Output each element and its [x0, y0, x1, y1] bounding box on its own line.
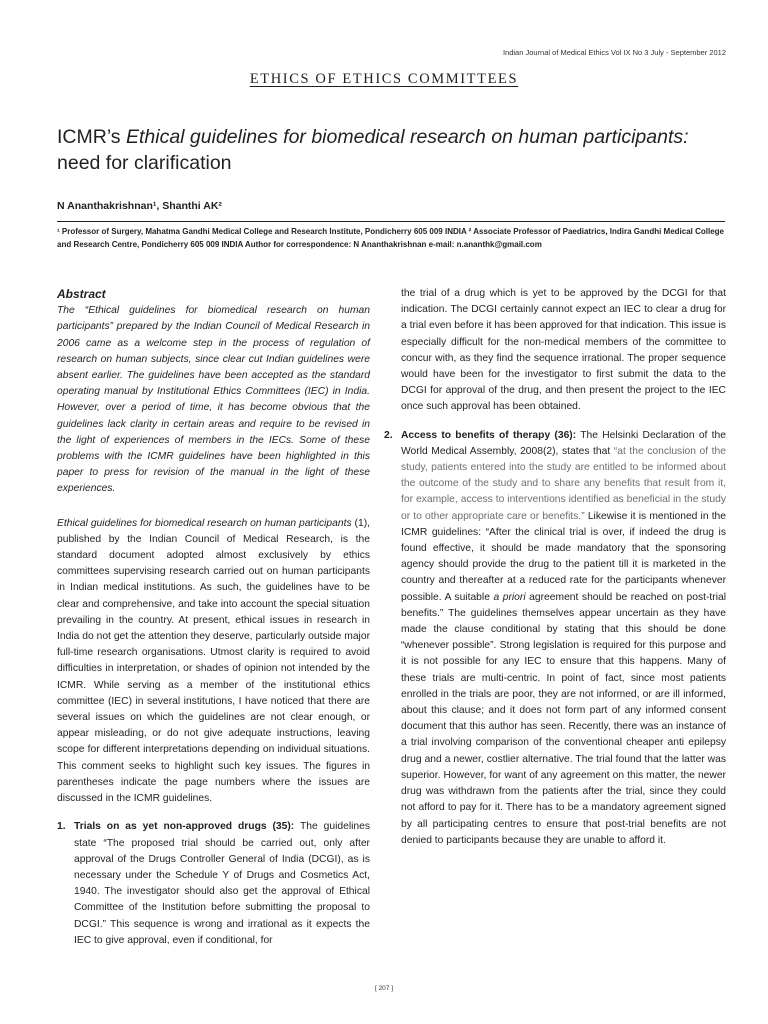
- item1-text: The guidelines state “The proposed trial should be carried out, only after approval of the Drugs Controller General of India (DCGI), as is necessary under the Schedule Y of Drugs and Cosmetics Act, 1940. The investigator should also get the approval of Ethical Committee of the Institution before submitting the proposal to DCGI.” This sequence is wrong and irrational as it expects the IEC to give approval, even if conditional, for: [74, 821, 370, 946]
- item1-continued: the trial of a drug which is yet to be approved by the DCGI for that indication. The DCGI certainly cannot expect an IEC to clear a drug for a trial even before it has been approved for that indication. This issue is especially difficult for the non-medical members of the committee to concur with, as they find the sequence irrational. The proper sequence would have been for the investigator to first submit the data to the DCGI for approval of the drug, and then present the project to the IEC once such approval has been obtained.: [401, 288, 726, 413]
- spacer: [384, 416, 726, 428]
- section-heading: [0, 71, 768, 88]
- authors: N Ananthakrishnan¹, Shanthi AK²: [57, 200, 222, 212]
- item2-italic: a priori: [493, 591, 526, 603]
- header-divider: [57, 221, 725, 222]
- title-part2: need for clarification: [57, 152, 232, 174]
- left-column: [57, 286, 370, 949]
- page-number: [ 207 ]: [374, 985, 394, 992]
- intro-paragraph: [57, 516, 370, 808]
- abstract-heading: Abstract: [57, 287, 106, 301]
- abstract-text: The “Ethical guidelines for biomedical research on human participants” prepared by the Indian Council of Medical Research in 2006 came as a welcome step in the process of regulation of research on human subjects, since clear cut Indian guidelines were absent earlier. The guidelines have been accepted as the standard operating manual by Institutional Ethics Committees (IEC) in India. However, over a period of time, it has become obvious that the guidelines lack clarity in certain areas and require to be revised in the light of experiences of members in the IECs. Some of these problems with the ICMR guidelines have been highlighted in this paper to press for revision of the manual in the light of these experiences.: [57, 305, 370, 495]
- section-heading-text: ETHICS OF ETHICS COMMITTEES: [249, 71, 519, 87]
- item2-text-a: The Helsinki Declaration of the World Medical Assembly, 2008(2), states that: [401, 429, 726, 457]
- list-item-2: [384, 428, 726, 849]
- item2-text-b: Likewise it is mentioned in the ICMR guidelines: “After the clinical trial is over, if indeed the drug is found effective, it should be made mandatory that the sponsoring agency should provide the drug to the patient till it is marketed in the country and thereafter at a reduced rate for the participants whenever possible. A suitable: [401, 510, 727, 603]
- list-number-2: 2.: [384, 429, 393, 441]
- affiliations: ¹ Professor of Surgery, Mahatma Gandhi Medical College and Research Institute, Pondicherry 605 009 INDIA ² Associate Professor of Paediatrics, Indira Gandhi Medical College and Research Centre, Pondicherry 605 009 INDIA Author for correspondence: N Ananthakrishnan e-mail: n.ananthk@gmail.com: [57, 227, 724, 249]
- intro-text: (1), published by the Indian Council of Medical Research, is the standard document adopted almost exclusively by ethics committees supervising research carried out on human participants in Indian medical institutions. As such, the guidelines have to be clear and comprehensive, and take into account the special situation prevailing in the country. At present, ethical issues in research in India do not get the attention they deserve, particularly outside major full-time research organisations. Utmost clarity is required to avoid difficulties in interpretation, or shades of opinion not intended by the ICMR. While serving as a member of the institutional ethics committee (IEC) in several institutions, I have noticed that there are several issues on which the guidelines are not clear enough, or appear misleading, or do not give adequate instructions, leaving scope for different interpretations depending on individual situations. This comment seeks to highlight such key issues. The figures in parentheses indicate the page numbers where the issues are discussed in the ICMR guidelines.: [57, 517, 370, 805]
- spacer: [57, 498, 370, 516]
- item1-heading: Trials on as yet non-approved drugs (35):: [74, 821, 295, 833]
- title-italic: Ethical guidelines for biomedical research on human participants:: [125, 126, 689, 148]
- spacer: [57, 807, 370, 819]
- list-item-1: [57, 819, 370, 949]
- item2-text-c: agreement should be reached on post-trial benefits.” The guidelines themselves appear uncertain as they have made the clause conditional by stating that this should be done “whenever possible”. Strong legislation is required for this purpose and it is not possible for any IEC to ensure that this happens. Many of these trials are multi-centric. In point of fact, since most patients enrolled in the trials are poor, they are not informed, or are ill informed, about this clause; and it does not form part of any informed consent document that this author has seen. Recently, there was an instance of a trial involving comparison of the conventional cheaper anti epilepsy drug and a newer, costlier alternative. The trial found that the latter was superior. However, for want of any agreement on this matter, the newer drug was withdrawn from the patients after the trial, since they could not afford to pay for it. There has to be a mandatory agreement signed by all participating centres to ensure that post-trial benefits are not denied to participants because they are unable to afford it.: [401, 591, 726, 846]
- list-number-1: 1.: [57, 821, 66, 833]
- right-column: [384, 286, 726, 849]
- item2-heading: Access to benefits of therapy (36):: [401, 429, 577, 441]
- title-part1: ICMR’s: [57, 126, 126, 148]
- helsinki-quote: “at the conclusion of the study, patients entered into the study are entitled to be informed about the outcome of the study and to share any benefits that result from it, for example, access to interventions identified as beneficial in the study or to other appropriate care or benefits.”: [401, 445, 726, 522]
- article-title: [57, 124, 737, 176]
- intro-italic-lead: Ethical guidelines for biomedical research on human participants: [57, 517, 352, 529]
- journal-citation: Indian Journal of Medical Ethics Vol IX No 3 July - September 2012: [502, 48, 726, 57]
